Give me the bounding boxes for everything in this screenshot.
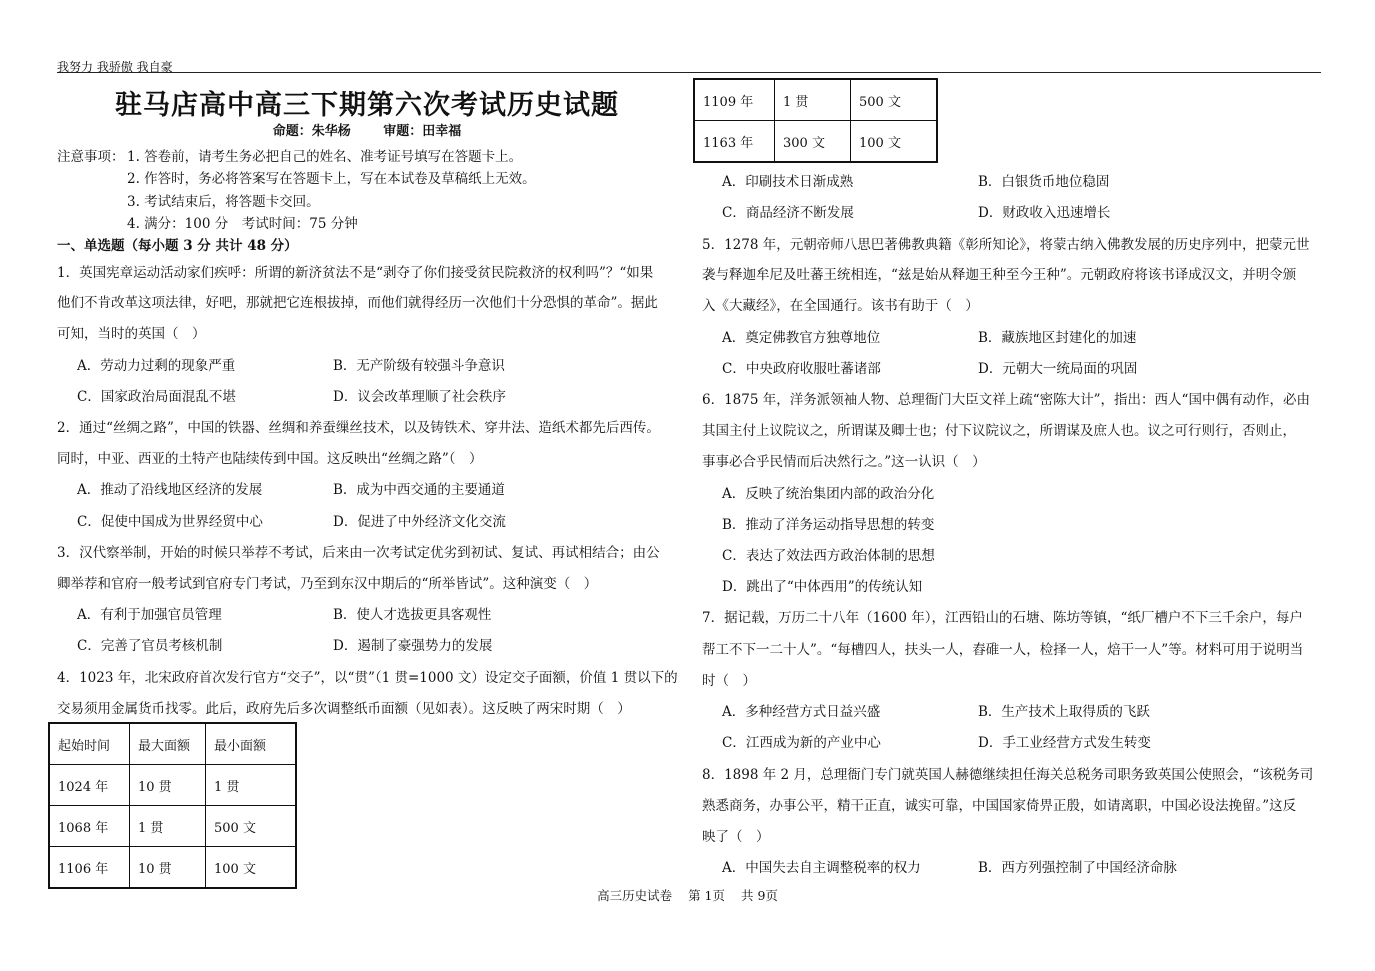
question-line: 映了（ ） — [702, 829, 770, 845]
option-b: B．生产技术上取得质的飞跃 — [978, 704, 1150, 720]
table-cell: 最大面额 — [130, 723, 206, 765]
question-line: 可知，当时的英国（ ） — [57, 326, 206, 342]
table-cell: 500 文 — [851, 79, 938, 121]
question-line: 其国主付上议院议之，所谓谋及卿士也；付下议院议之，所谓谋及庶人也。议之可行则行，否则止， — [702, 423, 1296, 439]
note-item: 2. 作答时，务必将答案写在答题卡上，写在本试卷及草稿纸上无效。 — [127, 171, 536, 187]
table-row — [49, 723, 296, 765]
table-cell: 300 文 — [775, 121, 851, 163]
question-line: 8．1898 年 2 月，总理衙门专门就英国人赫德继续担任海关总税务司职务致英国公使照会，“该税务司 — [702, 767, 1314, 783]
table-cell: 500 文 — [206, 806, 297, 847]
option-c: C．商品经济不断发展 — [722, 205, 854, 221]
question-line: 时（ ） — [702, 673, 756, 689]
question-line: 7．据记载，万历二十八年（1600 年），江西铅山的石塘、陈坊等镇，“纸厂槽户不下三千余户，每户 — [702, 610, 1303, 626]
table-cell: 1106 年 — [49, 847, 130, 889]
authors — [57, 120, 677, 139]
option-d: D．议会改革理顺了社会秩序 — [333, 389, 506, 405]
option-b: B．西方列强控制了中国经济命脉 — [978, 860, 1177, 876]
table-cell: 起始时间 — [49, 723, 130, 765]
question-line: 4．1023 年，北宋政府首次发行官方“交子”，以“贯”（1 贯=1000 文）设定交子面额，价值 1 贯以下的 — [57, 670, 678, 686]
option-a: A．奠定佛教官方独尊地位 — [722, 330, 881, 346]
option-b: B．推动了洋务运动指导思想的转变 — [722, 517, 935, 533]
question-line: 6．1875 年，洋务派领袖人物、总理衙门大臣文祥上疏“密陈大计”，指出：西人“国中偶有动作，必由 — [702, 392, 1310, 408]
table-cell: 100 文 — [851, 121, 938, 163]
option-a: A．反映了统治集团内部的政治分化 — [722, 486, 935, 502]
option-a: A．劳动力过剩的现象严重 — [77, 358, 236, 374]
table-row — [49, 765, 296, 806]
table-cell: 10 贯 — [130, 847, 206, 889]
table-cell: 最小面额 — [206, 723, 297, 765]
reviewer: 审题：田幸福 — [383, 124, 462, 139]
table-cell: 1024 年 — [49, 765, 130, 806]
note-item: 1. 答卷前，请考生务必把自己的姓名、准考证号填写在答题卡上。 — [127, 149, 523, 165]
option-c: C．表达了效法西方政治体制的思想 — [722, 548, 935, 564]
exam-title: 驻马店高中高三下期第六次考试历史试题 — [115, 90, 619, 121]
table-row — [49, 806, 296, 847]
option-a: A．中国失去自主调整税率的权力 — [722, 860, 921, 876]
question-line: 1．英国宪章运动活动家们疾呼：所谓的新济贫法不是“剥夺了你们接受贫民院救济的权利吗”？“如果 — [57, 265, 654, 281]
setter: 命题：朱华杨 — [272, 124, 351, 139]
question-line: 袭与释迦牟尼及吐蕃王统相连，“兹是始从释迦王种至今王种”。元朝政府将该书译成汉文，并明令颁 — [702, 267, 1297, 283]
option-a: A．多种经营方式日益兴盛 — [722, 704, 881, 720]
option-b: B．使人才选拔更具客观性 — [333, 607, 492, 623]
option-d: D．遏制了豪强势力的发展 — [333, 638, 493, 654]
option-d: D．手工业经营方式发生转变 — [978, 735, 1151, 751]
table-cell: 1163 年 — [694, 121, 775, 163]
table-row — [694, 79, 937, 121]
denomination-table — [48, 722, 297, 889]
table-cell: 100 文 — [206, 847, 297, 889]
table-cell: 1068 年 — [49, 806, 130, 847]
question-line: 交易须用金属货币找零。此后，政府先后多次调整纸币面额（见如表）。这反映了两宋时期（ ） — [57, 701, 631, 717]
option-b: B．成为中西交通的主要通道 — [333, 482, 505, 498]
question-line: 熟悉商务，办事公平，精干正直，诚实可靠，中国国家倚畀正殷，如请离职，中国必设法挽留。”这反 — [702, 798, 1297, 814]
question-line: 3．汉代察举制，开始的时候只举荐不考试，后来由一次考试定优劣到初试、复试、再试相结合；由公 — [57, 545, 660, 561]
question-line: 事事必合乎民情而后决然行之。”这一认识（ ） — [702, 454, 986, 470]
table-cell: 1 贯 — [206, 765, 297, 806]
notes-label: 注意事项： — [57, 149, 125, 165]
table-cell: 10 贯 — [130, 765, 206, 806]
option-d: D．财政收入迅速增长 — [978, 205, 1111, 221]
table-cell: 1 贯 — [130, 806, 206, 847]
option-a: A．推动了沿线地区经济的发展 — [77, 482, 263, 498]
option-c: C．促使中国成为世界经贸中心 — [77, 514, 263, 530]
option-b: B．白银货币地位稳固 — [978, 174, 1110, 190]
option-c: C．国家政治局面混乱不堪 — [77, 389, 236, 405]
option-d: D．元朝大一统局面的巩固 — [978, 361, 1138, 377]
table-cell: 1109 年 — [694, 79, 775, 121]
footer-total: 共 9页 — [740, 888, 778, 903]
option-c: C．完善了官员考核机制 — [77, 638, 223, 654]
option-b: B．无产阶级有较强斗争意识 — [333, 358, 505, 374]
header-rule — [57, 72, 1321, 73]
option-c: C．中央政府收服吐蕃诸部 — [722, 361, 881, 377]
note-item: 3. 考试结束后，将答题卡交回。 — [127, 194, 320, 210]
table-cell: 1 贯 — [775, 79, 851, 121]
option-d: D．促进了中外经济文化交流 — [333, 514, 506, 530]
question-line: 5．1278 年，元朝帝师八思巴著佛教典籍《彰所知论》，将蒙古纳入佛教发展的历史序列中，把蒙元世 — [702, 237, 1310, 253]
table-row — [49, 847, 296, 889]
footer-page: 第 1页 — [688, 888, 725, 903]
page-footer — [0, 886, 1375, 904]
question-line: 同时，中亚、西亚的土特产也陆续传到中国。这反映出“丝绸之路”（ ） — [57, 451, 483, 467]
option-d: D．跳出了“中体西用”的传统认知 — [722, 579, 923, 595]
question-line: 入《大藏经》，在全国通行。该书有助于（ ） — [702, 298, 979, 314]
question-line: 帮工不下一二十人”。“每槽四人，扶头一人，舂碓一人，检择一人，焙干一人”等。材料可用于说明当 — [702, 642, 1304, 658]
section-heading: 一、单选题（每小题 3 分 共计 48 分） — [57, 238, 298, 254]
denomination-table-continued — [693, 78, 938, 163]
footer-subject: 高三历史试卷 — [597, 888, 673, 903]
table-row — [694, 121, 937, 163]
header-motto: 我努力 我骄傲 我自豪 — [57, 60, 173, 74]
option-a: A．有利于加强官员管理 — [77, 607, 222, 623]
note-item: 4. 满分：100 分 考试时间：75 分钟 — [127, 216, 358, 232]
option-c: C．江西成为新的产业中心 — [722, 735, 881, 751]
question-line: 卿举荐和官府一般考试到官府专门考试，乃至到东汉中期后的“所举皆试”。这种演变（ ） — [57, 576, 598, 592]
option-b: B．藏族地区封建化的加速 — [978, 330, 1137, 346]
question-line: 2．通过“丝绸之路”，中国的铁器、丝绸和养蚕缫丝技术，以及铸铁术、穿井法、造纸术都先后西传。 — [57, 420, 660, 436]
option-a: A．印刷技术日渐成熟 — [722, 174, 854, 190]
question-line: 他们不肯改革这项法律，好吧，那就把它连根拔掉，而他们就得经历一次他们十分恐惧的革命”。据此 — [57, 295, 658, 311]
